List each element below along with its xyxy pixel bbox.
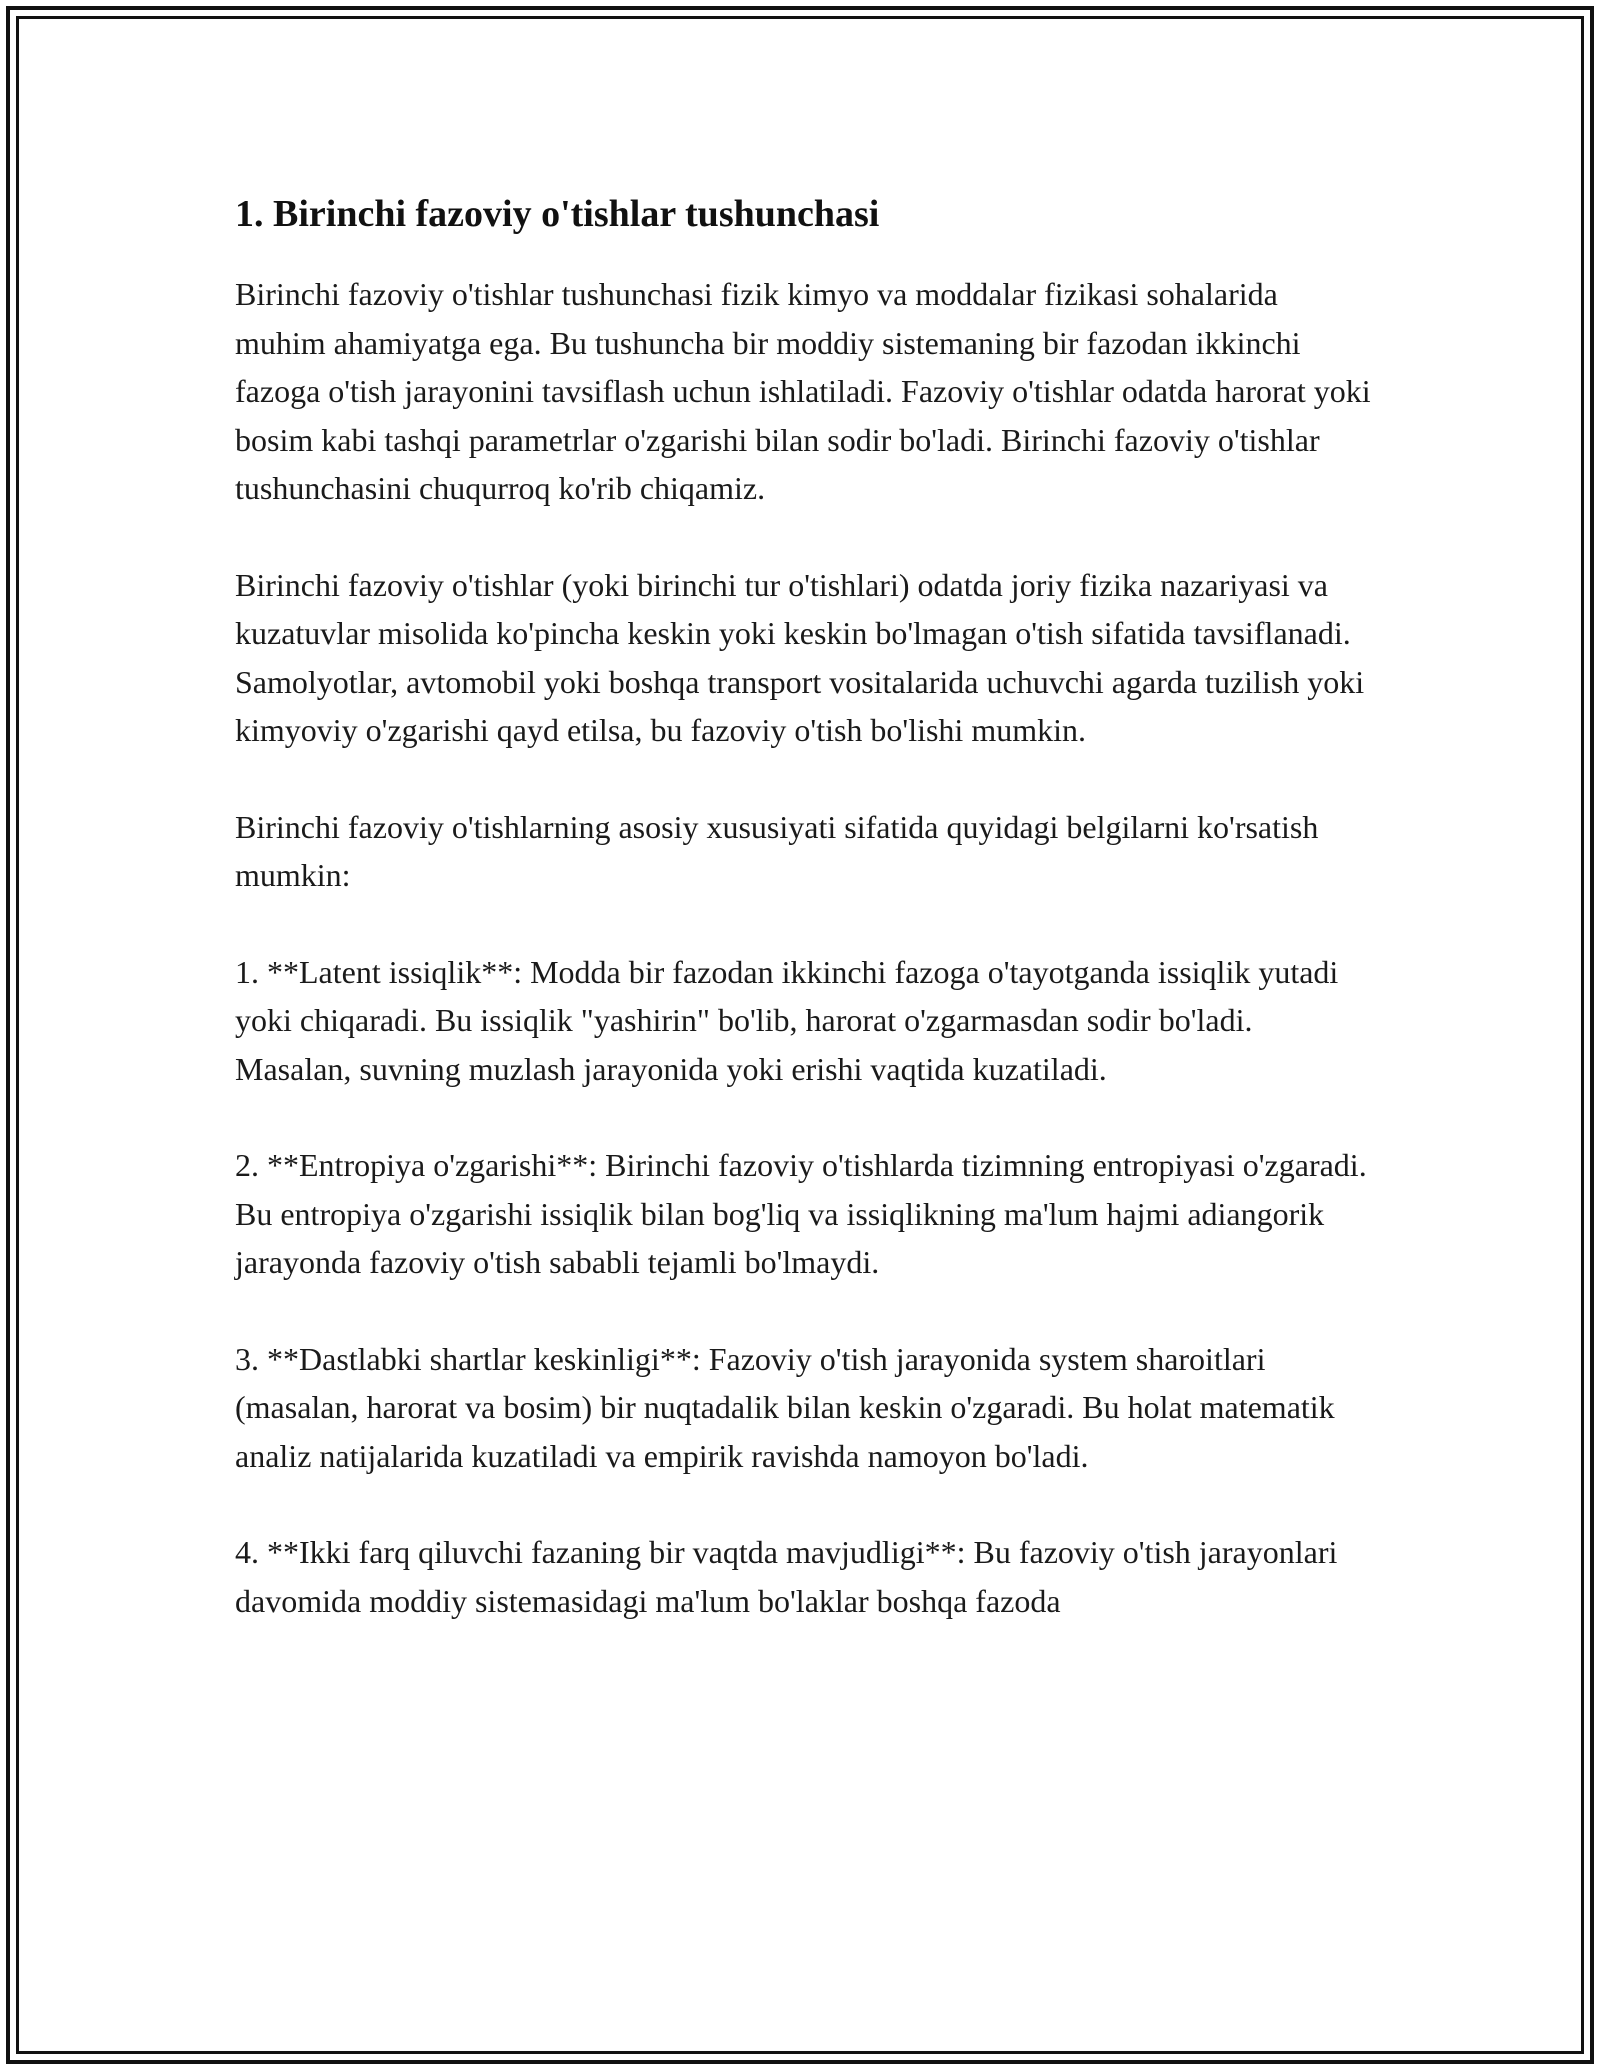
paragraph-description: Birinchi fazoviy o'tishlar (yoki birinchi tur o'tishlari) odatda joriy fizika nazariyasi va kuzatuvlar misolida ko'pincha keskin yoki keskin bo'lmagan o'tish sifatida tavsiflanadi. Samolyotlar, avtomobil yoki boshqa transport vositalarida uchuvchi agarda tuzilish yoki kimyoviy o'zgarishi qayd etilsa, bu fazoviy o'tish bo'lishi mumkin. bbox=[235, 566, 1365, 748]
paragraph-intro: Birinchi fazoviy o'tishlar tushunchasi fizik kimyo va moddalar fizikasi sohalarida muhim ahamiyatga ega. Bu tushuncha bir moddiy sistemaning bir fazodan ikkinchi fazoga o'tish jarayonini tavsiflash uchun ishlatiladi. Fazoviy o'tishlar odatda harorat yoki bosim kabi tashqi parametrlar o'zgarishi bilan sodir bo'ladi. Birinchi fazoviy o'tishlar tushunchasini chuqurroq ko'rib chiqamiz. bbox=[235, 276, 1371, 506]
document-body bbox=[235, 186, 1375, 1673]
section-heading: 1. Birinchi fazoviy o'tishlar tushunchasi bbox=[235, 193, 880, 235]
list-item-entropy: 2. **Entropiya o'zgarishi**: Birinchi fazoviy o'tishlarda tizimning entropiyasi o'zgaradi. Bu entropiya o'zgarishi issiqlik bilan bog'liq va issiqlikning ma'lum hajmi adiangorik jarayonda fazoviy o'tish sababli tejamli bo'lmaydi. bbox=[235, 1147, 1367, 1280]
paragraph-features-intro: Birinchi fazoviy o'tishlarning asosiy xususiyati sifatida quyidagi belgilarni ko'rsatish mumkin: bbox=[235, 808, 1319, 893]
list-item-phase-coexistence: 4. **Ikki farq qiluvchi fazaning bir vaqtda mavjudligi**: Bu fazoviy o'tish jarayonlari davomida moddiy sistemasidagi ma'lum bo'laklar boshqa fazoda bbox=[235, 1534, 1338, 1619]
list-item-initial-conditions: 3. **Dastlabki shartlar keskinligi**: Fazoviy o'tish jarayonida system sharoitlari (masalan, harorat va bosim) bir nuqtadalik bilan keskin o'zgaradi. Bu holat matematik analiz natijalarida kuzatiladi va empirik ravishda namoyon bo'ladi. bbox=[235, 1340, 1335, 1474]
list-item-latent-heat: 1. **Latent issiqlik**: Modda bir fazodan ikkinchi fazoga o'tayotganda issiqlik yutadi yoki chiqaradi. Bu issiqlik "yashirin" bo'lib, harorat o'zgarmasdan sodir bo'ladi. Masalan, suvning muzlash jarayonida yoki erishi vaqtida kuzatiladi. bbox=[235, 953, 1339, 1087]
